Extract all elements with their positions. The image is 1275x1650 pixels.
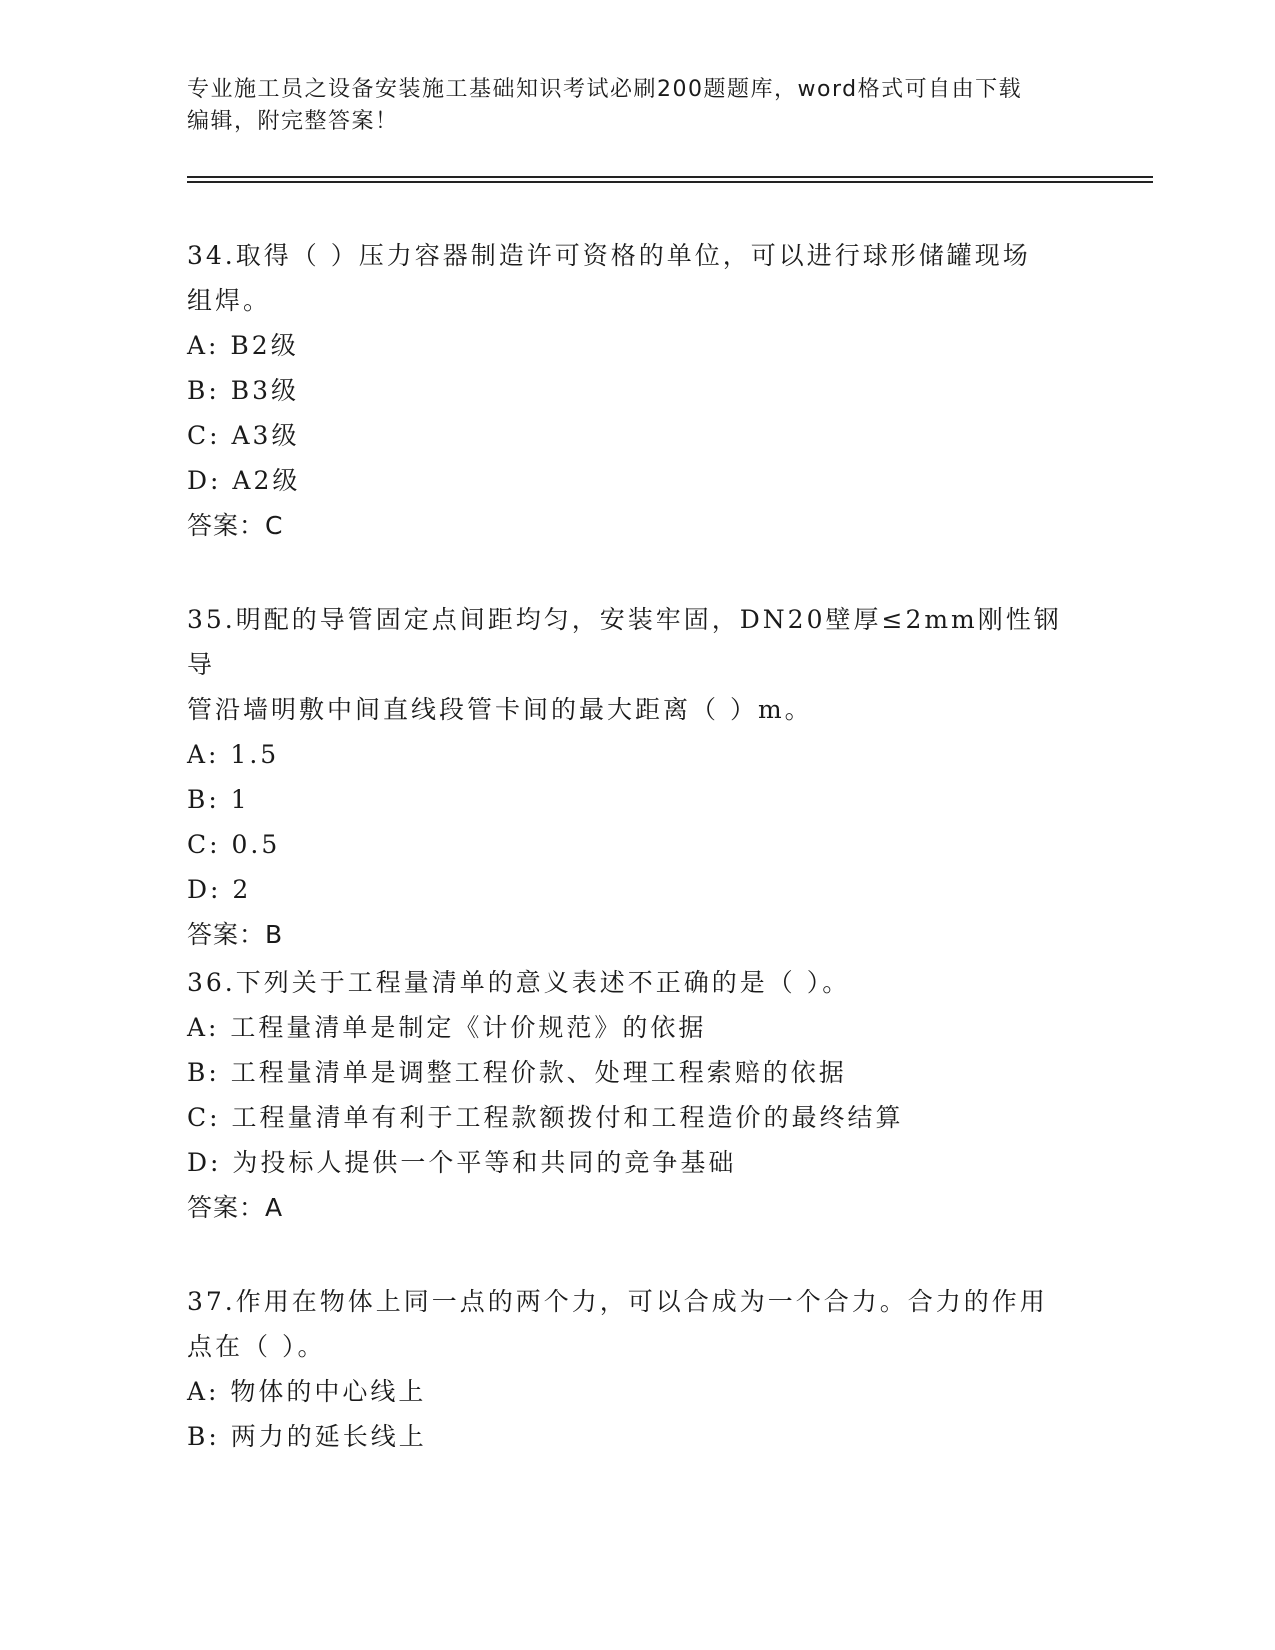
option-a: A: 物体的中心线上 [187, 1377, 427, 1406]
option-b: B: B3级 [187, 376, 300, 405]
question-stem: 37.作用在物体上同一点的两个力，可以合成为一个合力。合力的作用 [187, 1287, 1048, 1316]
question-stem-continued: 管沿墙明敷中间直线段管卡间的最大距离（ ）m。 [187, 695, 813, 724]
answer: 答案：B [187, 920, 284, 949]
question-stem: 35.明配的导管固定点间距均匀，安装牢固，DN20壁厚≤2mm刚性钢导 [187, 605, 1062, 679]
question-stem: 34.取得（ ）压力容器制造许可资格的单位，可以进行球形储罐现场 [187, 241, 1031, 270]
option-d: D: 为投标人提供一个平等和共同的竞争基础 [187, 1148, 737, 1177]
question-36 [187, 960, 1087, 1231]
question-stem-continued: 组焊。 [187, 286, 272, 315]
question-34 [187, 233, 1087, 549]
question-stem: 36.下列关于工程量清单的意义表述不正确的是（ ）。 [187, 968, 851, 997]
option-b: B: 工程量清单是调整工程价款、处理工程索赔的依据 [187, 1058, 847, 1087]
question-stem-continued: 点在（ ）。 [187, 1332, 326, 1361]
question-35 [187, 597, 1087, 958]
answer: 答案：A [187, 1193, 284, 1222]
option-d: D: A2级 [187, 466, 301, 495]
option-a: A: B2级 [187, 331, 299, 360]
option-c: C: A3级 [187, 421, 300, 450]
document-header [187, 74, 1087, 138]
option-d: D: 2 [187, 875, 252, 904]
answer: 答案：C [187, 511, 284, 540]
option-a: A: 工程量清单是制定《计价规范》的依据 [187, 1013, 707, 1042]
option-c: C: 0.5 [187, 830, 281, 859]
header-divider-top [187, 176, 1153, 178]
question-37 [187, 1279, 1087, 1459]
option-b: B: 1 [187, 785, 250, 814]
option-a: A: 1.5 [187, 740, 280, 769]
header-title-line-1: 专业施工员之设备安装施工基础知识考试必刷200题题库，word格式可自由下载 [187, 77, 1023, 102]
option-b: B: 两力的延长线上 [187, 1422, 427, 1451]
header-title-line-2: 编辑，附完整答案！ [187, 109, 399, 134]
option-c: C: 工程量清单有利于工程款额拨付和工程造价的最终结算 [187, 1103, 904, 1132]
header-divider-bottom [187, 181, 1153, 183]
